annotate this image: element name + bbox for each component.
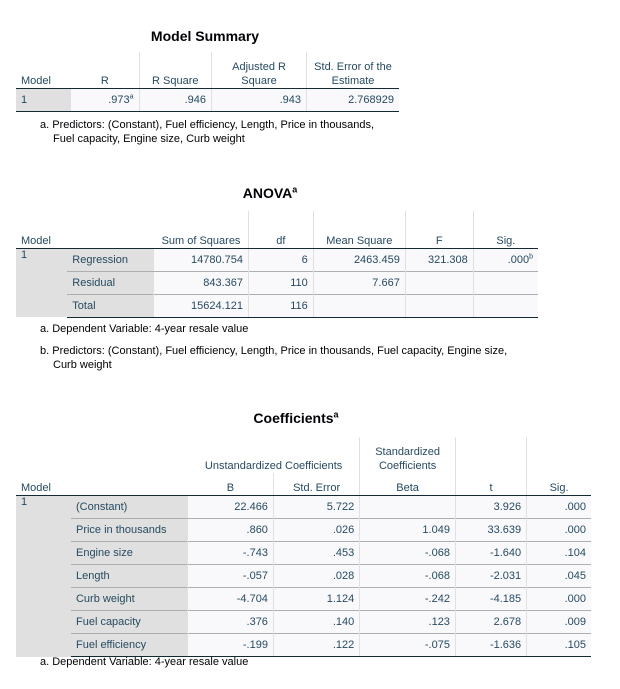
coefficients-title: Coefficients$^a$	[253, 409, 339, 426]
col-header-unstandardized-coefficients: Unstandardized Coefficients	[188, 437, 360, 473]
model-cell: 1	[16, 496, 71, 657]
col-header-model: Model	[16, 473, 71, 496]
col-header-beta: Beta	[360, 473, 456, 496]
coefficients-footnote: a. Dependent Variable: 4-year resale value	[40, 656, 249, 668]
model-cell: 1	[16, 88, 71, 111]
table-row: Fuel capacity .376 .140 .123 2.678 .009	[16, 611, 591, 634]
col-header-b: B	[188, 473, 274, 496]
anova-table	[16, 211, 538, 318]
col-header-model: Model	[16, 52, 71, 88]
r-cell: .973$^a$	[71, 88, 139, 111]
col-header-std-error-estimate: Std. Error of the Estimate	[307, 52, 399, 88]
col-header-mean-square: Mean Square	[313, 211, 405, 248]
table-row: 1 (Constant) 22.466 5.722 3.926 .000	[16, 496, 591, 519]
row-label-total: Total	[67, 294, 154, 317]
model-summary-footnote: a. Predictors: (Constant), Fuel efficiency, Length, Price in thousands, Fuel capacity, Engine size, Curb weight	[40, 119, 375, 145]
anova-footnote-a: a. Dependent Variable: 4-year resale value	[40, 323, 249, 335]
table-row: Price in thousands .860 .026 1.049 33.639 .000	[16, 519, 591, 542]
col-header-standardized-coefficients: Standardized Coefficients	[360, 437, 456, 473]
model-summary-title: Model Summary	[150, 28, 260, 44]
table-row: 1 Regression 14780.754 6 2463.459 321.308 .000$^b$	[16, 248, 538, 271]
anova-footnote-b: b. Predictors: (Constant), Fuel efficiency, Length, Price in thousands, Fuel capacity, Engine size, Curb weight	[40, 345, 508, 371]
table-row	[16, 88, 399, 111]
col-header-f: F	[405, 211, 473, 248]
model-summary-table	[16, 52, 399, 112]
col-header-model: Model	[16, 211, 67, 248]
table-row: Total 15624.121 116	[16, 294, 538, 317]
model-cell: 1	[16, 248, 67, 317]
col-header-sig: Sig.	[527, 473, 591, 496]
r-square-cell: .946	[139, 88, 212, 111]
col-header-t: t	[455, 473, 526, 496]
col-header-r-square: R Square	[139, 52, 212, 88]
col-header-df: df	[249, 211, 314, 248]
coefficients-table	[16, 437, 591, 657]
anova-title: ANOVA$^a$	[242, 184, 298, 201]
row-label-regression: Regression	[67, 248, 154, 271]
col-header-std-error: Std. Error	[273, 473, 359, 496]
col-header-r: R	[71, 52, 139, 88]
adj-r-square-cell: .943	[212, 88, 307, 111]
col-header-sum-of-squares: Sum of Squares	[154, 211, 249, 248]
table-row: Curb weight -4.704 1.124 -.242 -4.185 .000	[16, 588, 591, 611]
row-label-residual: Residual	[67, 271, 154, 294]
table-row: Engine size -.743 .453 -.068 -1.640 .104	[16, 542, 591, 565]
col-header-sig: Sig.	[473, 211, 538, 248]
col-header-adjusted-r-square: Adjusted R Square	[212, 52, 307, 88]
table-row: Length -.057 .028 -.068 -2.031 .045	[16, 565, 591, 588]
table-row: Fuel efficiency -.199 .122 -.075 -1.636 .105	[16, 634, 591, 657]
table-row: Residual 843.367 110 7.667	[16, 271, 538, 294]
std-error-cell: 2.768929	[307, 88, 399, 111]
